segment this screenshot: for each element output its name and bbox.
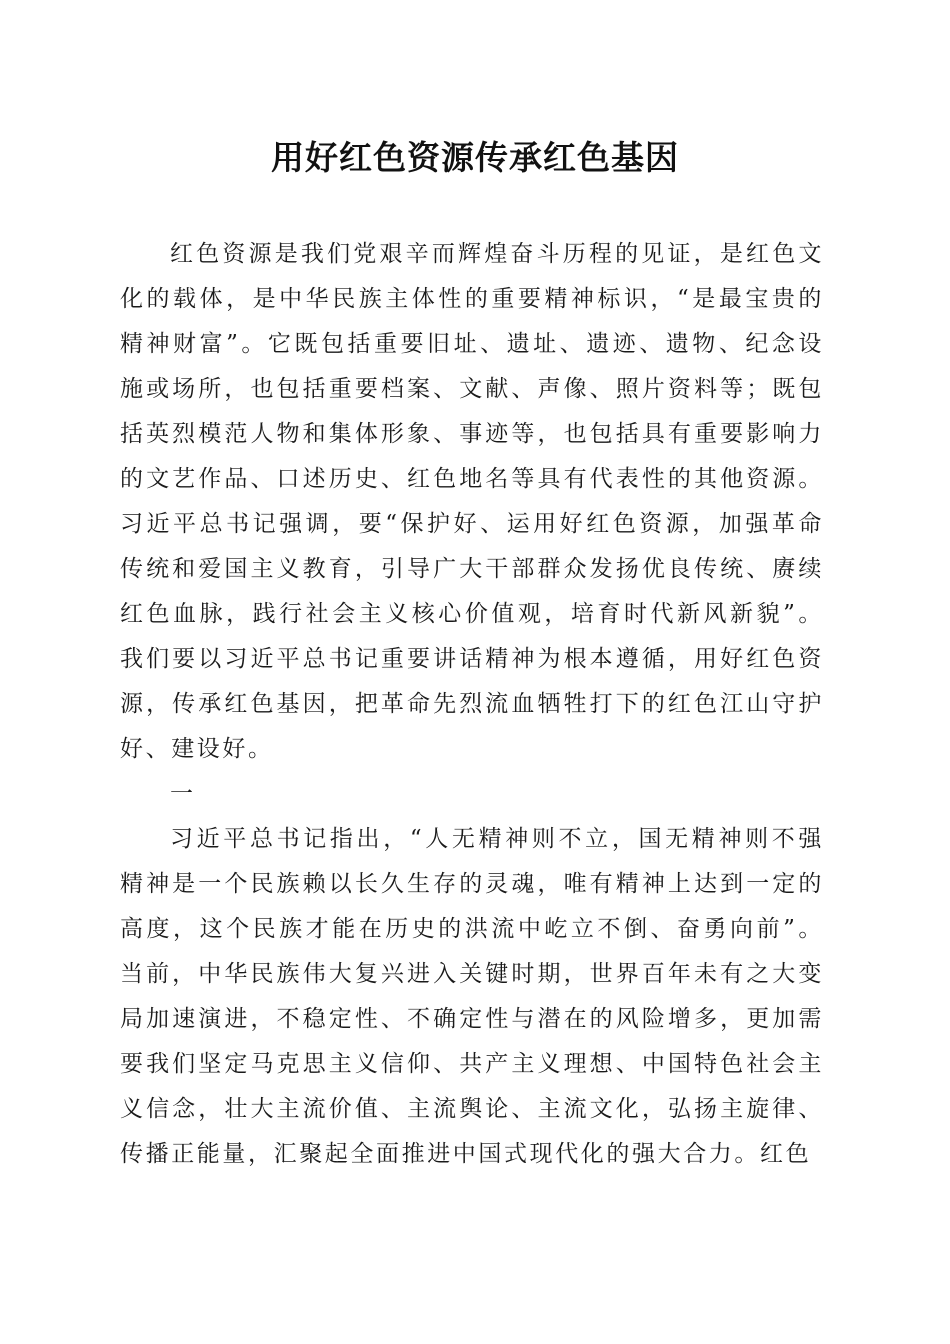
document-body [120, 232, 824, 1177]
paragraph-section-one: 习近平总书记指出，“人无精神则不立，国无精神则不强精神是一个民族赖以长久生存的灵魂，唯有精神上达到一定的高度，这个民族才能在历史的洪流中屹立不倒、奋勇向前”。当前，中华民族伟大复兴进入关键时期，世界百年未有之大变局加速演进，不稳定性、不确定性与潜在的风险增多，更加需要我们坚定马克思主义信仰、共产主义理想、中国特色社会主义信念，壮大主流价值、主流舆论、主流文化，弘扬主旋律、传播正能量，汇聚起全面推进中国式现代化的强大合力。红色 [120, 826, 824, 1167]
document-title: 用好红色资源传承红色基因 [271, 138, 679, 177]
section-number: 一 [170, 781, 196, 807]
paragraph-intro: 红色资源是我们党艰辛而辉煌奋斗历程的见证，是红色文化的载体，是中华民族主体性的重要精神标识，“是最宝贵的精神财富”。它既包括重要旧址、遗址、遗迹、遗物、纪念设施或场所，也包括重要档案、文献、声像、照片资料等；既包括英烈模范人物和集体形象、事迹等，也包括具有重要影响力的文艺作品、口述历史、红色地名等具有代表性的其他资源。习近平总书记强调，要“保护好、运用好红色资源，加强革命传统和爱国主义教育，引导广大干部群众发扬优良传统、赓续红色血脉，践行社会主义核心价值观，培育时代新风新貌”。我们要以习近平总书记重要讲话精神为根本遵循，用好红色资源，传承红色基因，把革命先烈流血牺牲打下的红色江山守护好、建设好。 [120, 241, 824, 762]
